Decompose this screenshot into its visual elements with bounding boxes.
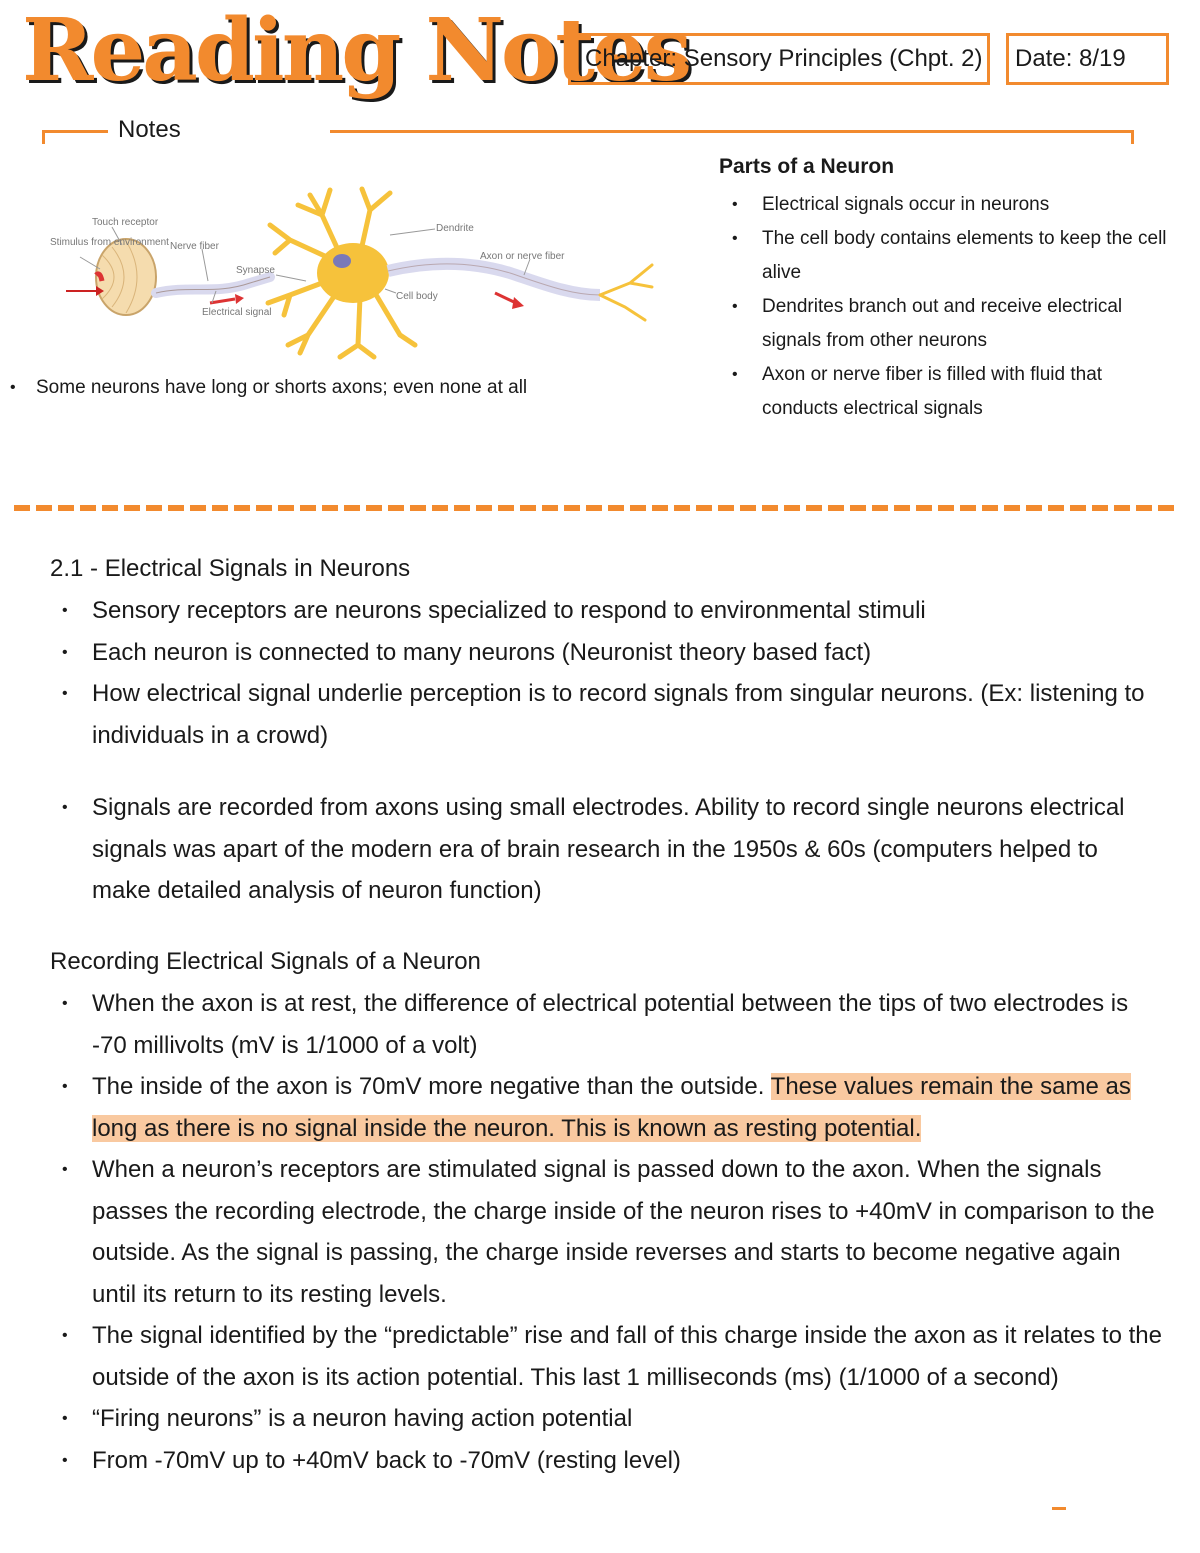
notes-rule-tick-right — [1131, 130, 1134, 144]
label-stimulus — [50, 237, 169, 248]
highlighted-text: These values remain the same as long as there is no signal inside the neuron. This is known as resting potential. — [92, 1073, 1131, 1142]
left-note-list — [0, 371, 600, 405]
list-item: • Sensory receptors are neurons specialized to respond to environmental stimuli — [52, 590, 1162, 632]
list-item: • When a neuron’s receptors are stimulated signal is passed down to the axon. When the signals passes the recording electrode, the charge inside of the neuron rises to +40mV in comparison to the outside. As the signal is passing, the charge inside reverses and starts to become negative again until its return to its resting levels. — [52, 1149, 1162, 1315]
section2-list — [52, 983, 1162, 1481]
list-item: • Each neuron is connected to many neurons (Neuronist theory based fact) — [52, 632, 1162, 674]
list-item: • How electrical signal underlie perception is to record signals from singular neurons. (Ex: listening to individuals in a crowd) — [52, 673, 1162, 756]
notes-rule-left — [42, 130, 108, 133]
label-dendrite: Dendrite — [436, 223, 474, 234]
list-item: • The signal identified by the “predictable” rise and fall of this charge inside the axon as it relates to the outside of the axon is its action potential. This last 1 milliseconds (ms) (1/1000 of a second) — [52, 1315, 1162, 1398]
signal-arrow-1 — [210, 299, 235, 303]
date-box: Date: 8/19 — [1006, 33, 1169, 85]
cell-body-shape — [317, 243, 389, 303]
parts-heading: Parts of a Neuron — [719, 155, 895, 178]
notes-rule-right — [330, 130, 1134, 133]
list-item: • Signals are recorded from axons using small electrodes. Ability to record single neurons electrical signals was apart of the modern era of brain research in the 1950s & 60s (computers helped to make detailed analysis of neuron function) — [52, 787, 1162, 912]
page-title: Reading Notes — [22, 0, 690, 101]
list-item: • When the axon is at rest, the difference of electrical potential between the tips of two electrodes is -70 millivolts (mV is 1/1000 of a volt) — [52, 983, 1162, 1066]
list-item: • From -70mV up to +40mV back to -70mV (resting level) — [52, 1440, 1162, 1482]
section2-heading: Recording Electrical Signals of a Neuron — [50, 948, 481, 975]
label-touch-receptor: Touch receptor — [92, 217, 159, 228]
label-nerve-fiber: Nerve fiber — [170, 241, 219, 252]
orange-mark — [1052, 1507, 1066, 1510]
label-axon: Axon or nerve fiber — [480, 251, 565, 262]
section1-list — [52, 590, 1162, 756]
label-electrical-signal: Electrical signal — [202, 307, 272, 318]
list-item: • Electrical signals occur in neurons — [722, 188, 1182, 222]
section1-heading: 2.1 - Electrical Signals in Neurons — [50, 555, 411, 582]
list-item: • Some neurons have long or shorts axons; even none at all — [0, 371, 600, 405]
list-item: • The cell body contains elements to keep the cell alive — [722, 222, 1182, 290]
nucleus-shape — [333, 254, 351, 268]
chapter-box: Chapter: Sensory Principles (Chpt. 2) — [568, 33, 990, 85]
notes-rule-tick-left — [42, 130, 45, 144]
label-stimulus-text: Stimulus from environment — [50, 237, 169, 248]
parts-list — [722, 188, 1182, 426]
signal-arrow-2 — [495, 293, 516, 303]
section1-list-b — [52, 787, 1162, 912]
list-item: • “Firing neurons” is a neuron having action potential — [52, 1398, 1162, 1440]
neuron-diagram — [40, 185, 665, 360]
list-item: • Dendrites branch out and receive electrical signals from other neurons — [722, 290, 1182, 358]
list-item: • Axon or nerve fiber is filled with fluid that conducts electrical signals — [722, 358, 1182, 426]
label-synapse: Synapse — [236, 265, 275, 276]
touch-receptor-shape — [96, 239, 156, 315]
notes-label: Notes — [118, 116, 181, 143]
list-item — [52, 1066, 1162, 1149]
label-cell-body: Cell body — [396, 291, 438, 302]
plain-text: The inside of the axon is 70mV more negative than the outside. — [92, 1073, 771, 1100]
section-divider — [14, 505, 1176, 511]
